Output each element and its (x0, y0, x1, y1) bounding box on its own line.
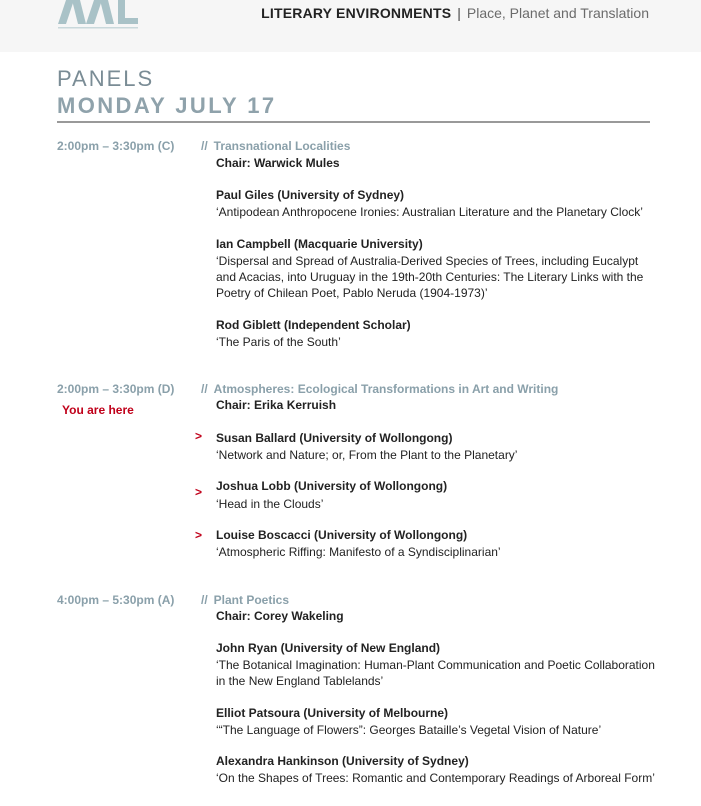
session-title-text: Transnational Localities (213, 139, 351, 153)
date-heading: MONDAY JULY 17 (57, 93, 277, 118)
session-chair: Chair: Erika Kerruish (216, 398, 337, 412)
session-title-text: Plant Poetics (213, 593, 290, 607)
session-title (201, 593, 289, 607)
speaker-name: Louise Boscacci (University of Wollongong) (216, 528, 468, 542)
speaker-name: Rod Giblett (Independent Scholar) (216, 318, 411, 332)
session-title-text: Atmospheres: Ecological Transformations in Art and Writing (213, 382, 559, 396)
speaker-name: Alexandra Hankinson (University of Sydney) (216, 754, 469, 768)
speaker-name: Elliot Patsoura (University of Melbourne) (216, 706, 449, 720)
conference-title (261, 5, 649, 21)
paper-title: ‘“The Language of Flowers”: Georges Bataille’s Vegetal Vision of Nature’ (216, 723, 602, 737)
session-slashes: // (201, 382, 208, 396)
page-header (0, 0, 701, 52)
paper-title: ‘The Botanical Imagination: Human-Plant Communication and Poetic Collaboration in the New England Tablelands’ (216, 658, 655, 688)
title-separator: | (457, 5, 461, 21)
paper-title: ‘The Paris of the South’ (216, 335, 341, 349)
session-chair: Chair: Warwick Mules (216, 156, 340, 170)
session-slashes: // (201, 139, 208, 153)
session-title (201, 382, 558, 396)
speaker-name: Paul Giles (University of Sydney) (216, 188, 405, 202)
paper-title: ‘Head in the Clouds’ (216, 497, 324, 511)
paper-title: ‘Atmospheric Riffing: Manifesto of a Syndisciplinarian’ (216, 545, 501, 559)
speaker-name: John Ryan (University of New England) (216, 641, 441, 655)
current-talk-arrow-icon: > (195, 528, 203, 542)
conference-logo (56, 0, 140, 32)
session-time: 4:00pm – 5:30pm (A) (57, 593, 175, 607)
paper-title: ‘Antipodean Anthropocene Ironies: Australian Literature and the Planetary Clock’ (216, 205, 643, 219)
conference-subtitle: Place, Planet and Translation (466, 5, 649, 21)
you-are-here-marker: You are here (62, 403, 134, 417)
speaker-name: Ian Campbell (Macquarie University) (216, 237, 423, 251)
session-title (201, 139, 350, 153)
current-talk-arrow-icon: > (195, 485, 203, 499)
speaker-name: Joshua Lobb (University of Wollongong) (216, 479, 448, 493)
current-talk-arrow-icon: > (195, 429, 203, 443)
session-slashes: // (201, 593, 208, 607)
session-time: 2:00pm – 3:30pm (C) (57, 139, 175, 153)
session-time: 2:00pm – 3:30pm (D) (57, 382, 175, 396)
heading-divider (57, 121, 650, 123)
section-heading: PANELS (57, 66, 155, 91)
paper-title: ‘Dispersal and Spread of Australia-Derived Species of Trees, including Eucalypt and Acacias, into Uruguay in the 19th-20th Centuries: The Literary Links with the Poetry of Chilean Poet, Pablo Neruda (1904-1973)’ (216, 254, 644, 300)
paper-title: ‘On the Shapes of Trees: Romantic and Contemporary Readings of Arboreal Form’ (216, 771, 655, 785)
conference-name: LITERARY ENVIRONMENTS (261, 5, 452, 21)
speaker-name: Susan Ballard (University of Wollongong) (216, 431, 453, 445)
session-chair: Chair: Corey Wakeling (216, 609, 344, 623)
paper-title: ‘Network and Nature; or, From the Plant to the Planetary’ (216, 448, 518, 462)
